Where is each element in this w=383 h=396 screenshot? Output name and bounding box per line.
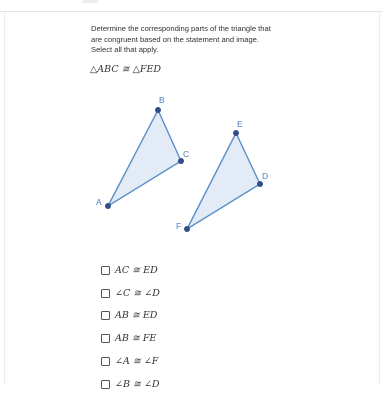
vertex-b-label: B [159, 95, 165, 105]
congruence-statement: △ABC ≅ △FED [90, 64, 162, 75]
triangle-abc [108, 110, 181, 206]
vertex-b-point [155, 107, 161, 113]
prompt-line-1: Determine the corresponding parts of the triangle that [91, 24, 271, 33]
checkbox[interactable] [101, 266, 110, 275]
option-ab-ed[interactable] [101, 305, 241, 328]
checkbox[interactable] [101, 311, 110, 320]
prompt-line-3: Select all that apply. [91, 45, 159, 54]
option-label: AC ≅ ED [115, 264, 158, 276]
option-ac-ed[interactable] [101, 259, 241, 282]
vertex-d-label: D [262, 171, 269, 181]
vertex-c-label: C [183, 149, 190, 159]
vertex-a-point [105, 203, 111, 209]
option-angle-c-angle-d[interactable] [101, 282, 241, 305]
vertex-f-label: F [176, 221, 182, 231]
vertex-f-point [184, 226, 190, 232]
answer-options [101, 259, 241, 396]
checkbox[interactable] [101, 289, 110, 298]
vertex-e-point [233, 130, 239, 136]
vertex-e-label: E [237, 119, 243, 129]
option-angle-b-angle-d[interactable] [101, 373, 241, 396]
option-label: AB ≅ FE [115, 333, 157, 345]
vertex-a-label: A [96, 197, 102, 207]
option-label: ∠A ≅ ∠F [115, 356, 159, 368]
checkbox[interactable] [101, 334, 110, 343]
prompt-line-2: are congruent based on the statement and image. [91, 34, 260, 44]
option-ab-fe[interactable] [101, 327, 241, 350]
option-label: ∠B ≅ ∠D [115, 378, 160, 390]
checkbox[interactable] [101, 380, 110, 389]
option-label: ∠C ≅ ∠D [115, 287, 160, 299]
option-label: AB ≅ ED [115, 310, 158, 322]
vertex-d-point [257, 181, 263, 187]
option-angle-a-angle-f[interactable] [101, 350, 241, 373]
triangle-fed [187, 133, 260, 229]
checkbox[interactable] [101, 357, 110, 366]
